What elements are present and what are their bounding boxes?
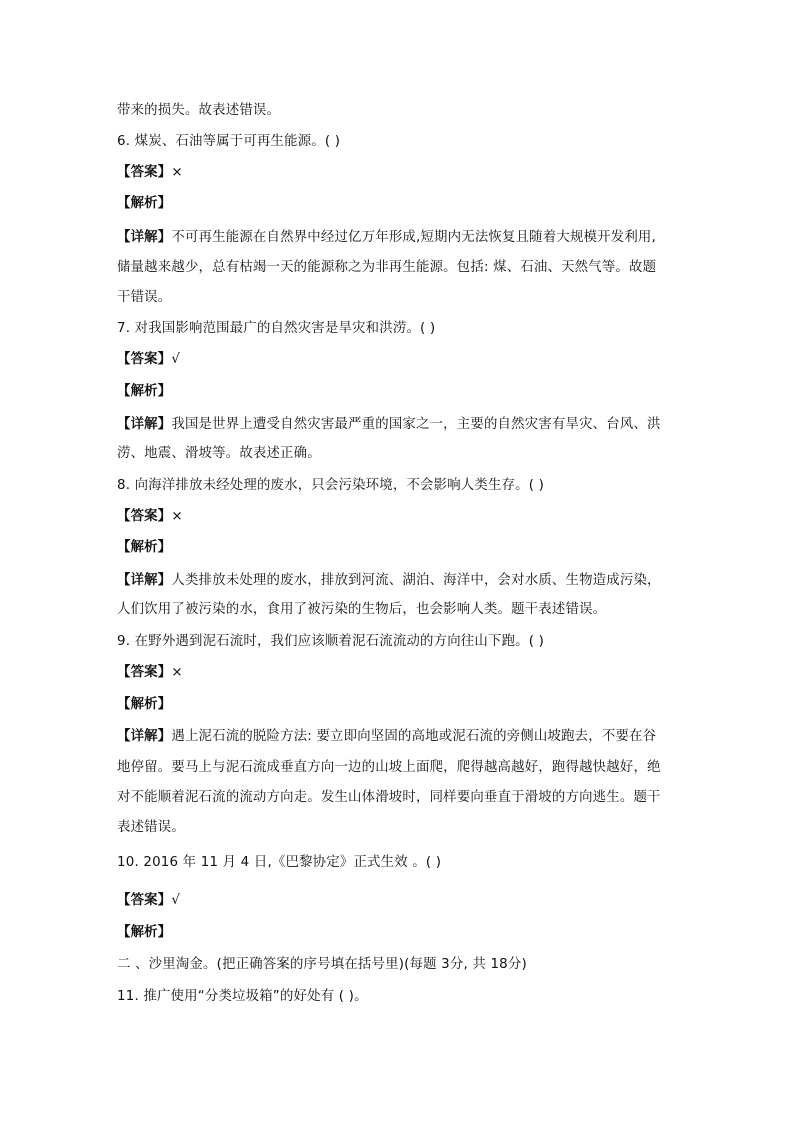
answer-line: 【答案】√: [117, 352, 181, 367]
detail-line: 【详解】不可再生能源在自然界中经过亿万年形成,短期内无法恢复且随着大规模开发利用,: [117, 230, 656, 245]
analysis-label: 【解析】: [117, 697, 172, 712]
analysis-label: 【解析】: [117, 540, 172, 555]
text-line: 带来的损失。故表述错误。: [117, 103, 281, 118]
question-7: 7. 对我国影响范围最广的自然灾害是旱灾和洪涝。( ): [117, 321, 436, 336]
question-8: 8. 向海洋排放未经处理的废水，只会污染环境，不会影响人类生存。( ): [117, 478, 545, 493]
text-line: 干错误。: [117, 290, 172, 305]
answer-line: 【答案】×: [117, 509, 183, 524]
question-9: 9. 在野外遇到泥石流时，我们应该顺着泥石流流动的方向往山下跑。( ): [117, 634, 545, 649]
detail-line: 【详解】人类排放未处理的废水，排放到河流、湖泊、海洋中，会对水质、生物造成污染，: [117, 573, 661, 588]
answer-line: 【答案】×: [117, 165, 183, 180]
text-line: 人们饮用了被污染的水，食用了被污染的生物后，也会影响人类。题干表述错误。: [117, 602, 607, 617]
text-line: 表述错误。: [117, 820, 185, 835]
detail-line: 【详解】我国是世界上遭受自然灾害最严重的国家之一，主要的自然灾害有旱灾、台风、洪: [117, 417, 661, 432]
question-10: 10. 2016 年 11 月 4 日,《巴黎协定》正式生效 。( ): [117, 855, 442, 870]
text-line: 对不能顺着泥石流的流动方向走。发生山体滑坡时，同样要向垂直于滑坡的方向逃生。题干: [117, 790, 661, 805]
text-line: 储量越来越少，总有枯竭一天的能源称之为非再生能源。包括: 煤、石油、天然气等。故题: [117, 260, 657, 275]
analysis-label: 【解析】: [117, 925, 172, 940]
answer-line: 【答案】×: [117, 665, 183, 680]
question-6: 6. 煤炭、石油等属于可再生能源。( ): [117, 134, 341, 149]
analysis-label: 【解析】: [117, 196, 172, 211]
text-line: 地停留。要马上与泥石流成垂直方向一边的山坡上面爬，爬得越高越好，跑得越快越好，绝: [117, 760, 661, 775]
analysis-label: 【解析】: [117, 384, 172, 399]
section-heading: 二 、沙里淘金。(把正确答案的序号填在括号里)(每题 3分, 共 18分): [117, 957, 527, 972]
text-line: 涝、地震、滑坡等。故表述正确。: [117, 446, 321, 461]
answer-line: 【答案】√: [117, 893, 181, 908]
question-11: 11. 推广使用“分类垃圾箱”的好处有 ( )。: [117, 989, 368, 1004]
detail-line: 【详解】遇上泥石流的脱险方法: 要立即向坚固的高地或泥石流的旁侧山坡跑去，不要在谷: [117, 729, 657, 744]
